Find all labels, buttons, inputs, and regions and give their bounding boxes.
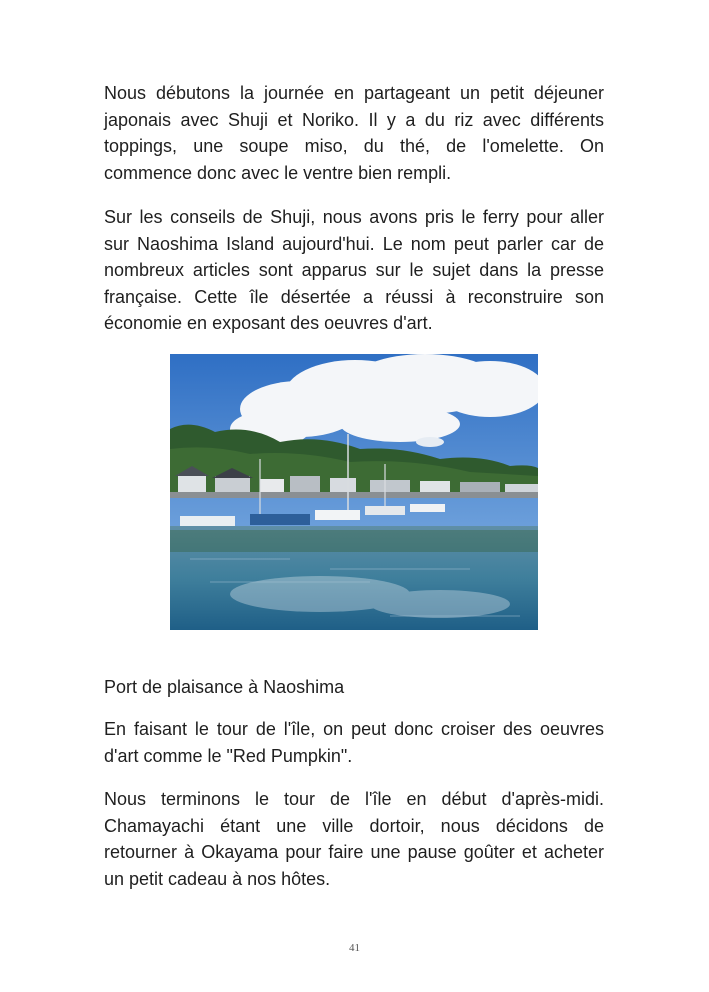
harbor-photo [170, 354, 538, 630]
page-number: 41 [349, 942, 360, 954]
figure-caption: Port de plaisance à Naoshima [104, 677, 345, 697]
paragraph-return-okayama: Nous terminons le tour de l'île en début d'après-midi. Chamayachi étant une ville dortoir, nous décidons de retourner à Okayama pour faire une pause goûter et acheter un petit cadeau à nos hôtes. [104, 789, 604, 889]
paragraph-breakfast: Nous débutons la journée en partageant un petit déjeuner japonais avec Shuji et Noriko. Il y a du riz avec différents toppings, une soupe miso, du thé, de l'omelette. On commence donc avec le ventre bien rempli. [104, 83, 604, 183]
paragraph-naoshima: Sur les conseils de Shuji, nous avons pris le ferry pour aller sur Naoshima Island aujourd'hui. Le nom peut parler car de nombreux articles sont apparus sur le sujet dans la presse française. Cette île désertée a réussi à reconstruire son économie en exposant des oeuvres d'art. [104, 207, 604, 333]
paragraph-red-pumpkin: En faisant le tour de l'île, on peut donc croiser des oeuvres d'art comme le "Red Pumpkin". [104, 719, 604, 766]
